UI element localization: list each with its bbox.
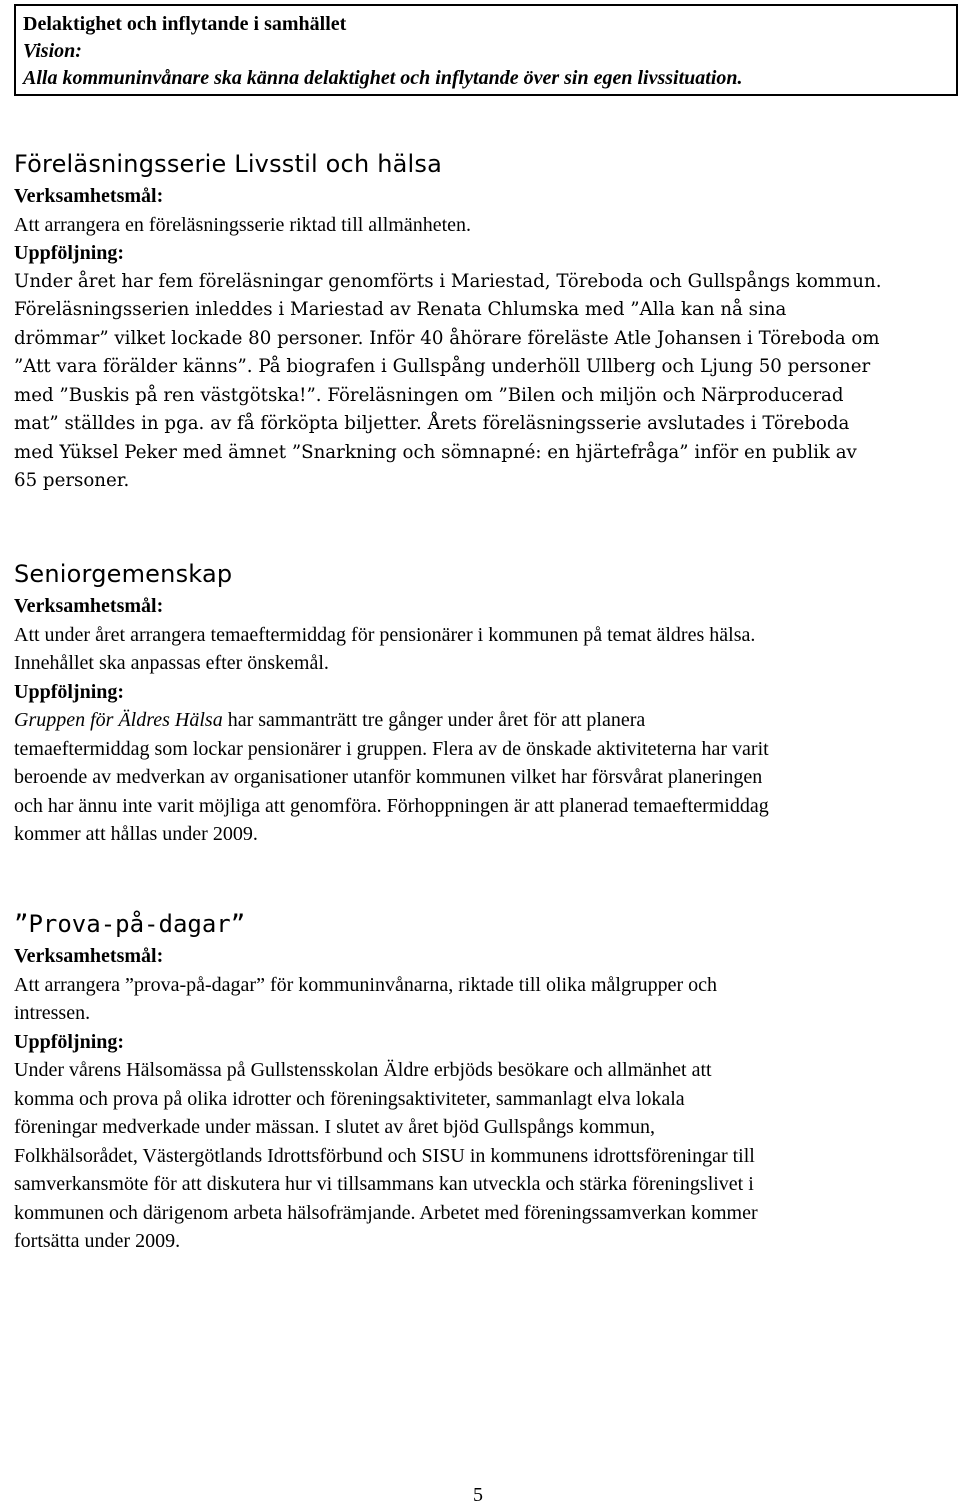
section-livsstil (14, 148, 949, 496)
goal-text (14, 971, 949, 1028)
text-line: med Yüksel Peker med ämnet ”Snarkning och sömnapné: en hjärtefråga” inför en publik av (14, 441, 857, 463)
text-line: Under året har fem föreläsningar genomförts i Mariestad, Töreboda och Gullspångs kommun. (14, 270, 882, 292)
text-line: samverkansmöte för att diskutera hur vi tillsammans kan utveckla och stärka föreningslivet i (14, 1173, 754, 1195)
text-line: Föreläsningsserien inleddes i Mariestad av Renata Chlumska med ”Alla kan nå sina (14, 299, 787, 320)
section-heading: Föreläsningsserie Livsstil och hälsa (14, 150, 442, 178)
text-line: komma och prova på olika idrotter och föreningsaktiviteter, sammanlagt elva lokala (14, 1087, 685, 1110)
page-number: 5 (473, 1484, 483, 1506)
goal-label: Verksamhetsmål: (14, 595, 164, 617)
followup-label: Uppföljning: (14, 680, 125, 703)
section-heading: Seniorgemenskap (14, 560, 233, 588)
text-line: 65 personer. (14, 470, 130, 491)
goal-text (14, 621, 949, 678)
followup-text (14, 706, 949, 849)
vision-text: Alla kommuninvånare ska känna delaktighet och inflytande över sin egen livssituation. (23, 67, 743, 89)
text-line: ”Att vara förälder känns”. På biografen i Gullspång underhöll Ullberg och Ljung 50 personer (14, 356, 871, 377)
text-line: föreningar medverkade under mässan. I slutet av året bjöd Gullspångs kommun, (14, 1116, 655, 1138)
text-line: Att under året arrangera temaeftermiddag för pensionärer i kommunen på temat äldres hälsa. (14, 623, 756, 646)
goal-text: Att arrangera en föreläsningsserie riktad till allmänheten. (14, 213, 472, 236)
text-line: med ”Buskis på ren västgötska!”. Föreläsningen om ”Bilen och miljön och Närproducerad (14, 384, 844, 406)
text-line: Folkhälsorådet, Västergötlands Idrottsförbund och SISU in kommunens idrottsföreningar till (14, 1144, 755, 1167)
followup-label: Uppföljning: (14, 1030, 125, 1053)
section-heading: ”Prova-på-dagar” (14, 910, 246, 938)
text-line: mat” ställdes in pga. av få förköpta biljetter. Årets föreläsningsserie avslutades i Töreboda (14, 413, 850, 434)
text-line: drömmar” vilket lockade 80 personer. Inför 40 åhörare föreläste Atle Johansen i Töreboda om (14, 327, 880, 349)
text-line: kommer att hållas under 2009. (14, 823, 258, 845)
goal-label: Verksamhetsmål: (14, 185, 164, 207)
text-line: beroende av medverkan av organisationer utanför kommunen vilket har försvårat planeringen (14, 766, 763, 788)
text-line: Under vårens Hälsomässa på Gullstensskolan Äldre erbjöds besökare och allmänhet att (14, 1059, 712, 1081)
section-seniorgemenskap (14, 558, 949, 849)
text-line: Att arrangera ”prova-på-dagar” för kommuninvånarna, riktade till olika målgrupper och (14, 973, 718, 996)
text-line (14, 706, 949, 735)
followup-label: Uppföljning: (14, 242, 125, 264)
text-line: Innehållet ska anpassas efter önskemål. (14, 652, 329, 674)
vision-box (14, 4, 958, 96)
text-fragment: har sammanträtt tre gånger under året för att planera (222, 709, 646, 731)
section-prova-pa-dagar (14, 908, 949, 1256)
text-line: temaeftermiddag som lockar pensionärer i gruppen. Flera av de önskade aktiviteterna har varit (14, 737, 769, 760)
text-line: fortsätta under 2009. (14, 1230, 181, 1252)
followup-text (14, 268, 949, 496)
vision-box-title: Delaktighet och inflytande i samhället (23, 13, 347, 35)
followup-text (14, 1056, 949, 1256)
goal-label: Verksamhetsmål: (14, 945, 164, 967)
group-name: Gruppen för Äldres Hälsa (14, 709, 223, 731)
text-line: intressen. (14, 1002, 91, 1024)
text-line: och har ännu inte varit möjliga att genomföra. Förhoppningen är att planerad temaeftermiddag (14, 794, 769, 817)
text-line: kommunen och därigenom arbeta hälsofrämjande. Arbetet med föreningssamverkan kommer (14, 1201, 758, 1224)
vision-label: Vision: (23, 40, 82, 62)
